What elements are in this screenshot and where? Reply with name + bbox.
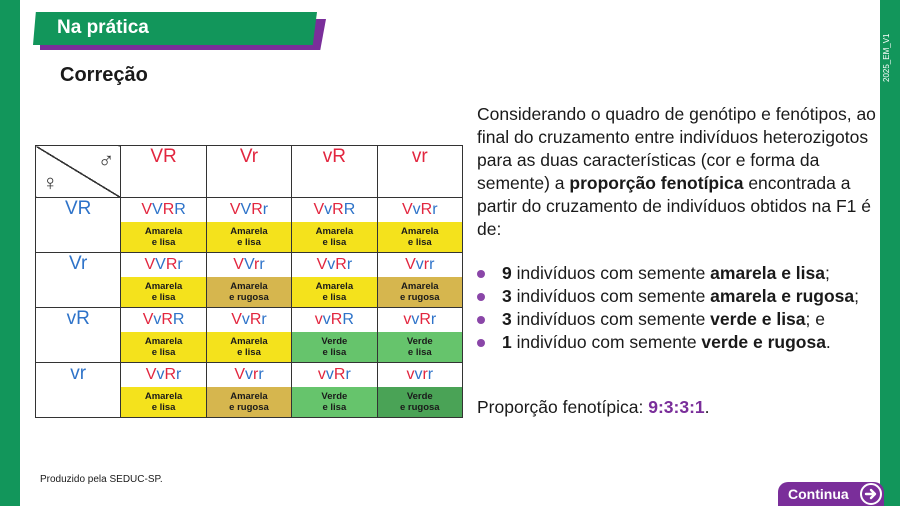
genotype	[207, 198, 291, 222]
item-phenotype: verde e rugosa	[701, 332, 826, 352]
phenotype-line: e lisa	[322, 237, 347, 248]
genotype	[121, 308, 205, 332]
allele-letter: r	[430, 311, 437, 328]
proportion-label: Proporção fenotípica:	[477, 397, 649, 417]
phenotype-line: e rugosa	[229, 292, 269, 303]
phenotype-line: Amarela	[144, 226, 183, 237]
phenotype-line: Amarela	[230, 336, 268, 347]
allele-letter: v	[241, 311, 250, 328]
phenotype-label	[121, 332, 205, 362]
proportion-value: 9:3:3:1	[648, 397, 705, 417]
allele-letter: V	[243, 256, 255, 273]
phenotype-line: e lisa	[407, 347, 432, 358]
allele-letter: V	[152, 201, 163, 218]
phenotype-line: e lisa	[322, 292, 347, 303]
allele-letter: v	[325, 366, 334, 383]
allele-letter: V	[405, 256, 416, 273]
phenotype-line: Amarela	[230, 226, 268, 237]
phenotype-line: Verde	[321, 336, 348, 347]
allele-letter: r	[423, 256, 430, 273]
item-text: indivíduos com semente	[511, 263, 711, 283]
allele-letter: R	[174, 201, 186, 218]
allele-letter: R	[249, 311, 262, 328]
phenotype-line: e rugosa	[399, 402, 440, 413]
phenotype-line: Verde	[321, 391, 348, 402]
punnett-cell	[377, 253, 462, 308]
allele-letter: V	[142, 311, 154, 328]
allele-letter: r	[427, 366, 434, 383]
allele-letter: r	[422, 366, 428, 383]
phenotype-label	[207, 222, 291, 252]
item-end: ;	[854, 286, 860, 306]
punnett-cell	[292, 308, 377, 363]
allele-letter: R	[330, 311, 343, 328]
list-item	[477, 308, 877, 331]
allele-letter: v	[406, 366, 415, 383]
item-text: indivíduo com semente	[511, 332, 702, 352]
allele-letter: R	[420, 201, 433, 218]
phenotype-line: Amarela	[144, 336, 183, 347]
count: 3	[502, 309, 512, 329]
row-header: Vr	[36, 253, 121, 308]
allele-letter: R	[165, 256, 178, 273]
phenotype-line: e lisa	[151, 402, 176, 413]
punnett-cell	[121, 253, 206, 308]
allele-letter: v	[324, 201, 333, 218]
proportion-line	[477, 397, 710, 418]
punnett-row	[36, 308, 463, 363]
phenotype-line: e lisa	[151, 347, 176, 358]
phenotype-list	[477, 262, 877, 354]
genotype	[207, 253, 291, 277]
column-header: VR	[121, 146, 206, 198]
allele-letter: r	[346, 256, 353, 273]
punnett-row	[36, 363, 463, 418]
genotype	[121, 198, 205, 222]
genotype	[378, 363, 462, 387]
genotype	[292, 198, 376, 222]
allele-letter: V	[233, 256, 244, 273]
banner-title: Na prática	[57, 17, 149, 38]
allele-letter: v	[153, 311, 162, 328]
genotype	[378, 253, 462, 277]
genotype	[292, 308, 376, 332]
column-header: vR	[292, 146, 377, 198]
allele-letter: V	[231, 311, 242, 328]
paragraph-text: encontrada a partir do cruzamento de indivíduos obtidos na F1 é de:	[477, 173, 871, 239]
allele-letter: v	[414, 366, 423, 383]
item-text: indivíduos com semente	[511, 286, 711, 306]
phenotype-label	[378, 222, 462, 252]
punnett-cell	[377, 363, 462, 418]
phenotype-line: Amarela	[144, 281, 183, 292]
allele-letter: r	[429, 256, 435, 273]
punnett-cell	[292, 253, 377, 308]
genotype	[292, 363, 376, 387]
phenotype-line: Amarela	[401, 226, 439, 237]
phenotype-line: Amarela	[401, 281, 439, 292]
phenotype-line: e lisa	[151, 292, 176, 303]
column-header: vr	[377, 146, 462, 198]
genotype	[378, 308, 462, 332]
punnett-cell	[121, 363, 206, 418]
allele-letter: V	[141, 201, 153, 218]
genotype	[207, 363, 291, 387]
list-item	[477, 285, 877, 308]
genotype	[207, 308, 291, 332]
phenotype-line: Amarela	[230, 391, 268, 402]
allele-letter: V	[240, 201, 252, 218]
phenotype-line: e lisa	[407, 237, 432, 248]
genotype	[121, 253, 205, 277]
allele-letter: R	[342, 311, 354, 328]
punnett-row	[36, 198, 463, 253]
item-end: ;	[824, 263, 830, 283]
allele-letter: R	[332, 201, 344, 218]
allele-letter: r	[261, 311, 267, 328]
allele-letter: v	[156, 366, 165, 383]
left-edge-bar	[0, 0, 20, 506]
female-symbol-icon: ♀	[42, 170, 59, 195]
punnett-cell	[121, 308, 206, 363]
side-code: 2025_EM_V1	[882, 33, 891, 83]
item-phenotype: verde e lisa	[710, 309, 806, 329]
punnett-cell	[121, 198, 206, 253]
phenotype-line: Verde	[406, 391, 433, 402]
allele-letter: V	[229, 201, 241, 218]
punnett-corner	[36, 146, 121, 198]
allele-letter: r	[177, 256, 183, 273]
allele-letter: r	[258, 366, 264, 383]
allele-letter: v	[411, 311, 420, 328]
allele-letter: v	[412, 201, 421, 218]
phenotype-label	[207, 387, 291, 417]
allele-letter: R	[162, 201, 175, 218]
punnett-cell	[377, 198, 462, 253]
allele-letter: v	[322, 311, 331, 328]
allele-letter: V	[144, 256, 156, 273]
allele-letter: V	[402, 201, 413, 218]
allele-letter: V	[313, 201, 325, 218]
phenotype-label	[292, 332, 376, 362]
count: 3	[502, 286, 512, 306]
row-header: VR	[36, 198, 121, 253]
phenotype-line: Amarela	[230, 281, 268, 292]
count: 9	[502, 263, 512, 283]
male-symbol-icon: ♂	[97, 148, 115, 173]
punnett-cell	[206, 198, 291, 253]
phenotype-line: Verde	[406, 336, 433, 347]
genotype	[292, 253, 376, 277]
phenotype-label	[378, 277, 462, 307]
phenotype-label	[121, 387, 205, 417]
punnett-cell	[206, 363, 291, 418]
continue-label: Continua	[788, 486, 849, 502]
page-subtitle: Correção	[60, 64, 148, 86]
allele-letter: r	[345, 366, 351, 383]
allele-letter: v	[403, 311, 412, 328]
allele-letter: R	[251, 201, 263, 218]
allele-letter: v	[415, 256, 424, 273]
phenotype-line: Amarela	[144, 391, 183, 402]
phenotype-label	[207, 332, 291, 362]
phenotype-label	[121, 277, 205, 307]
phenotype-line: e lisa	[151, 237, 176, 248]
allele-letter: R	[172, 311, 185, 328]
allele-letter: r	[262, 201, 269, 218]
column-header: Vr	[206, 146, 291, 198]
phenotype-label	[378, 387, 462, 417]
allele-letter: V	[234, 366, 245, 383]
allele-letter: r	[254, 256, 260, 273]
punnett-cell	[377, 308, 462, 363]
allele-letter: v	[327, 256, 336, 273]
punnett-cell	[292, 363, 377, 418]
genotype	[378, 198, 462, 222]
explanation-paragraph	[477, 103, 877, 241]
allele-letter: r	[176, 366, 182, 383]
phenotype-label	[378, 332, 462, 362]
proportion-end: .	[704, 397, 710, 417]
arrow-right-icon	[860, 483, 882, 505]
phenotype-line: Amarela	[315, 281, 354, 292]
item-text: indivíduos com semente	[511, 309, 711, 329]
phenotype-label	[121, 222, 205, 252]
phenotype-label	[292, 387, 376, 417]
allele-letter: r	[259, 256, 265, 273]
phenotype-line: Amarela	[315, 226, 354, 237]
right-edge-bar	[880, 0, 900, 506]
item-phenotype: amarela e rugosa	[710, 286, 855, 306]
punnett-cell	[292, 198, 377, 253]
count: 1	[502, 332, 512, 352]
allele-letter: R	[419, 311, 431, 328]
allele-letter: V	[155, 256, 166, 273]
phenotype-label	[292, 277, 376, 307]
phenotype-label	[292, 222, 376, 252]
list-item	[477, 331, 877, 354]
genotype	[121, 363, 205, 387]
allele-letter: r	[252, 366, 259, 383]
phenotype-line: e rugosa	[399, 292, 440, 303]
allele-letter: R	[161, 311, 173, 328]
paragraph-emphasis: proporção fenotípica	[569, 173, 744, 193]
row-header: vr	[36, 363, 121, 418]
paragraph-text: Considerando o quadro de genótipo e fenótipos, ao final do cruzamento entre indivíduos heterozigotos para as duas características (cor e forma da semente) a	[477, 104, 876, 193]
punnett-square	[35, 145, 463, 418]
punnett-cell	[206, 253, 291, 308]
allele-letter: v	[314, 311, 323, 328]
allele-letter: R	[343, 201, 356, 218]
credit-text: Produzido pela SEDUC-SP.	[40, 474, 163, 485]
allele-letter: V	[316, 256, 328, 273]
item-phenotype: amarela e lisa	[710, 263, 825, 283]
phenotype-line: e lisa	[322, 402, 347, 413]
punnett-header-row	[36, 146, 463, 198]
row-header: vR	[36, 308, 121, 363]
phenotype-line: e rugosa	[229, 402, 269, 413]
list-item	[477, 262, 877, 285]
allele-letter: R	[164, 366, 177, 383]
phenotype-line: e lisa	[237, 347, 261, 358]
item-end: ; e	[805, 309, 825, 329]
phenotype-line: e lisa	[237, 237, 261, 248]
allele-letter: R	[333, 366, 346, 383]
allele-letter: r	[432, 201, 438, 218]
item-end: .	[825, 332, 831, 352]
punnett-cell	[206, 308, 291, 363]
phenotype-line: e lisa	[322, 347, 347, 358]
allele-letter: v	[244, 366, 253, 383]
allele-letter: V	[145, 366, 157, 383]
punnett-row	[36, 253, 463, 308]
continue-button[interactable]	[778, 482, 884, 506]
phenotype-label	[207, 277, 291, 307]
allele-letter: R	[335, 256, 347, 273]
allele-letter: v	[317, 366, 326, 383]
